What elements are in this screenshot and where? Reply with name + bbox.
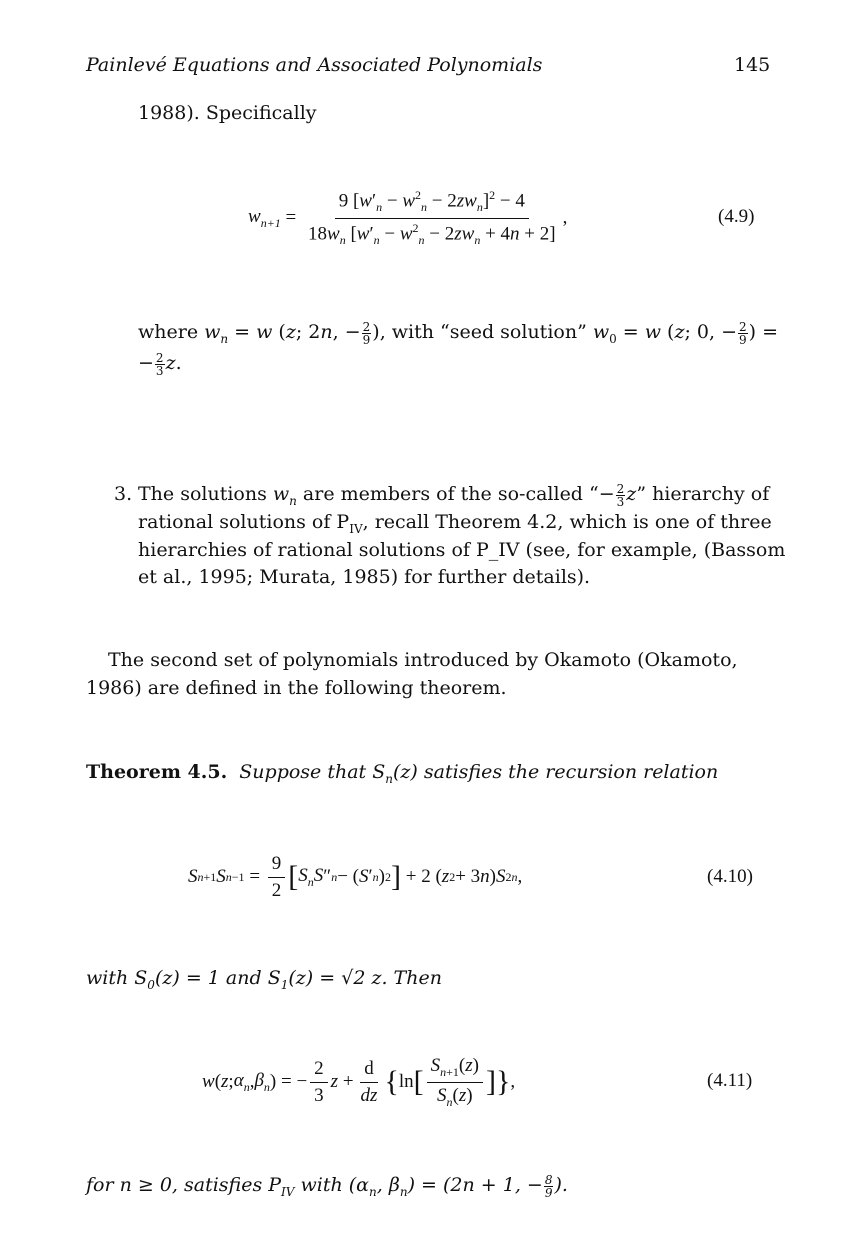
item-3-line-2: rational solutions of $P_{IV}$, recall Theorem 4.2, which is one of three <box>138 511 772 536</box>
item-3-line-3: hierarchies of rational solutions of P_IV (see, for example, (Bassom <box>138 539 786 561</box>
item-3-line-1: The solutions $w_n$ are members of the so-called “− $\frac{2}{3}$ z” hierarchy of <box>138 481 770 509</box>
equation-number-4-11: (4.11) <box>707 1070 753 1091</box>
paragraph-line-2: 1986) are defined in the following theorem. <box>86 677 507 699</box>
theorem-label: Theorem 4.5. <box>86 761 228 783</box>
theorem-4-5: Theorem 4.5. Suppose that $S_n(z)$ satisfies the recursion relation <box>86 761 719 786</box>
running-title: Painlevé Equations and Associated Polynomials <box>86 54 543 76</box>
equation-number-4-10: (4.10) <box>707 866 753 887</box>
where-line-1: where $w_n = w$ (z; 2n, − $\frac{2}{9}$ ), with “seed solution” $w_0 = w$ (z; 0, − $\frac{2}{9}$ ) = <box>138 319 779 347</box>
where-line-2: − $\frac{2}{3}$ z. <box>138 350 182 378</box>
final-line: for n ≥ 0, satisfies $P_{IV}$ with ($\alpha_n$, $\beta_n) = (2n + 1$, − $\frac{8}{9}$ ). <box>86 1172 568 1200</box>
item-3-marker: 3. <box>114 483 133 505</box>
with-line: with $S_0(z) = 1$ and $S_1(z) = √2$ z. Then <box>86 967 442 992</box>
item-3-line-4: et al., 1995; Murata, 1985) for further details). <box>138 566 591 588</box>
equation-4-10: S n+1 S n−1 = $\frac{9}{2}$ [ $S_nS$ ″ n − ( S ′ n ) 2 ] + 2 ( z 2 + 3 n ) S 2 n , <box>188 852 523 901</box>
equation-number-4-9: (4.9) <box>718 206 755 227</box>
page-number: 145 <box>734 54 771 76</box>
equation-4-11: w ( z ; $\alpha_n$ , $\beta_n$ ) = − $\frac{2}{3}$ z + $\frac{d}{dz}$ { ln [ $\frac{S_{n+1}(z)}{S_n(z)}$ ] } , <box>202 1054 516 1109</box>
intro-line: 1988). Specifically <box>138 102 317 124</box>
equation-4-9: $w_{n+1}$ = $\frac{9 [w'_n - w^2_n - 2zw_n]^2 - 4}{18w_n [w'_n - w^2_n - 2zw_n + 4n + 2]}$ , <box>248 188 568 247</box>
paragraph-line-1: The second set of polynomials introduced by Okamoto (Okamoto, <box>108 649 738 671</box>
